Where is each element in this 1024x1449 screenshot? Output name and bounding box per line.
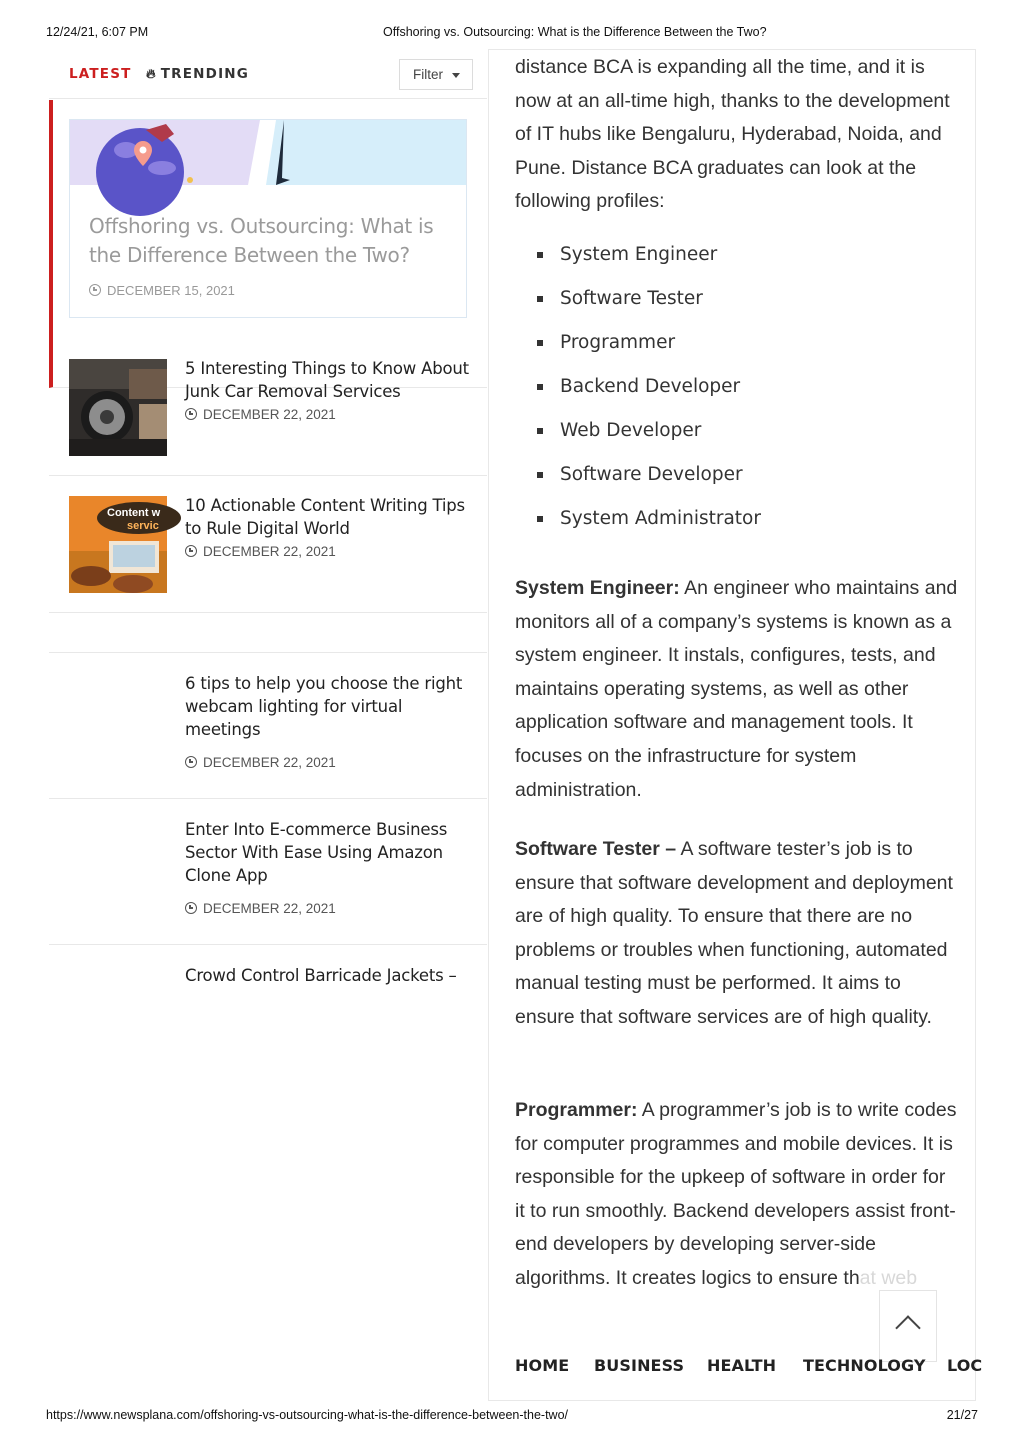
section-text: An engineer who maintains and monitors all of a company’s systems is known as a system engineer. It instals, configures, tests, and maintains operating systems, as well as other application software and management tools. It focuses on the infrastructure for system administration.: [515, 577, 958, 801]
list-item: System Administrator: [515, 507, 955, 551]
section-software-tester: [515, 833, 960, 1035]
section-text: A software tester’s job is to ensure that software development and deployment are of high quality. To ensure that there are no problems or troubles when functioning, automated manual testing must be performed. It aims to ensure that software services are of high quality.: [515, 838, 953, 1028]
divider-row: [49, 613, 487, 653]
list-item[interactable]: [49, 476, 487, 613]
print-datetime: 12/24/21, 6:07 PM: [46, 25, 149, 39]
tab-trending[interactable]: [146, 66, 249, 82]
page-number: 21/27: [946, 1408, 978, 1422]
featured-title[interactable]: Offshoring vs. Outsourcing: What is the Difference Between the Two?: [89, 214, 434, 267]
caret-down-icon: [452, 73, 460, 78]
fire-icon: 🔥︎: [146, 67, 157, 82]
article-intro: distance BCA is expanding all the time, and it is now at an all-time high, thanks to the development of IT hubs like Bengaluru, Hyderabad, Noida, and Pune. Distance BCA graduates can look at the following profiles:: [515, 56, 950, 213]
thumb-text-2: servic: [127, 520, 159, 532]
post-title[interactable]: 10 Actionable Content Writing Tips to Rule Digital World: [185, 496, 465, 538]
filter-label: Filter: [413, 67, 443, 82]
sidebar: [49, 49, 487, 1400]
filter-button[interactable]: [399, 59, 473, 90]
post-date: [185, 407, 336, 422]
post-date: [185, 544, 336, 559]
list-item: Programmer: [515, 331, 955, 375]
section-text: A programmer’s job is to write codes for computer programmes and mobile devices. It is responsible for the upkeep of software in order for it to run smoothly. Backend developers assist front-end developers by developing server-side algorithms. It creates logics to ensure th: [515, 1099, 957, 1289]
post-title[interactable]: Enter Into E-commerce Business Sector With Ease Using Amazon Clone App: [185, 820, 448, 885]
featured-card[interactable]: [69, 119, 467, 318]
list-item: Software Developer: [515, 463, 955, 507]
featured-date-text: DECEMBER 15, 2021: [107, 283, 235, 298]
post-date-text: DECEMBER 22, 2021: [203, 901, 336, 916]
list-item[interactable]: [49, 339, 487, 476]
section-heading: Software Tester –: [515, 838, 677, 860]
post-date: [185, 755, 336, 770]
clock-icon: [185, 902, 197, 914]
list-item: Backend Developer: [515, 375, 955, 419]
featured-image[interactable]: [70, 120, 466, 185]
list-item: System Engineer: [515, 243, 955, 287]
list-item[interactable]: [49, 945, 487, 1005]
chevron-up-icon: [895, 1315, 920, 1340]
tab-trending-label: TRENDING: [160, 66, 250, 82]
tab-latest[interactable]: LATEST: [69, 66, 132, 82]
clock-icon: [185, 408, 197, 420]
clock-icon: [185, 545, 197, 557]
nav-business[interactable]: BUSINESS: [594, 1356, 685, 1375]
nav-loc[interactable]: LOC: [947, 1356, 983, 1375]
list-item: Software Tester: [515, 287, 955, 331]
nav-technology[interactable]: TECHNOLOGY: [803, 1356, 926, 1375]
post-title[interactable]: 6 tips to help you choose the right webcam lighting for virtual meetings: [185, 674, 463, 739]
post-thumbnail[interactable]: [69, 496, 167, 593]
post-title[interactable]: Crowd Control Barricade Jackets –: [185, 966, 457, 985]
clock-icon: [185, 756, 197, 768]
list-item[interactable]: [49, 653, 487, 799]
article-body: [488, 49, 983, 1401]
list-item[interactable]: [49, 799, 487, 945]
thumb-text-1: Content w: [107, 507, 161, 519]
sidebar-tabs: [49, 49, 487, 99]
post-date: [185, 901, 336, 916]
section-heading: System Engineer:: [515, 577, 680, 599]
section-system-engineer: [515, 572, 960, 807]
list-item: Web Developer: [515, 419, 955, 463]
section-heading: Programmer:: [515, 1099, 638, 1121]
print-title: Offshoring vs. Outsourcing: What is the Difference Between the Two?: [383, 25, 767, 39]
nav-home[interactable]: HOME: [515, 1356, 570, 1375]
print-url: https://www.newsplana.com/offshoring-vs-outsourcing-what-is-the-difference-between-the-two/: [46, 1408, 569, 1422]
scroll-to-top-button[interactable]: [879, 1290, 937, 1362]
clock-icon: [89, 284, 101, 296]
post-thumbnail[interactable]: [69, 359, 167, 456]
post-date-text: DECEMBER 22, 2021: [203, 755, 336, 770]
section-programmer: [515, 1094, 960, 1296]
post-title[interactable]: 5 Interesting Things to Know About Junk Car Removal Services: [185, 359, 469, 401]
featured-date: [89, 283, 235, 298]
nav-health[interactable]: HEALTH: [707, 1356, 777, 1375]
faded-text: at web: [859, 1266, 918, 1289]
post-date-text: DECEMBER 22, 2021: [203, 407, 336, 422]
post-date-text: DECEMBER 22, 2021: [203, 544, 336, 559]
profile-list: [515, 243, 955, 551]
